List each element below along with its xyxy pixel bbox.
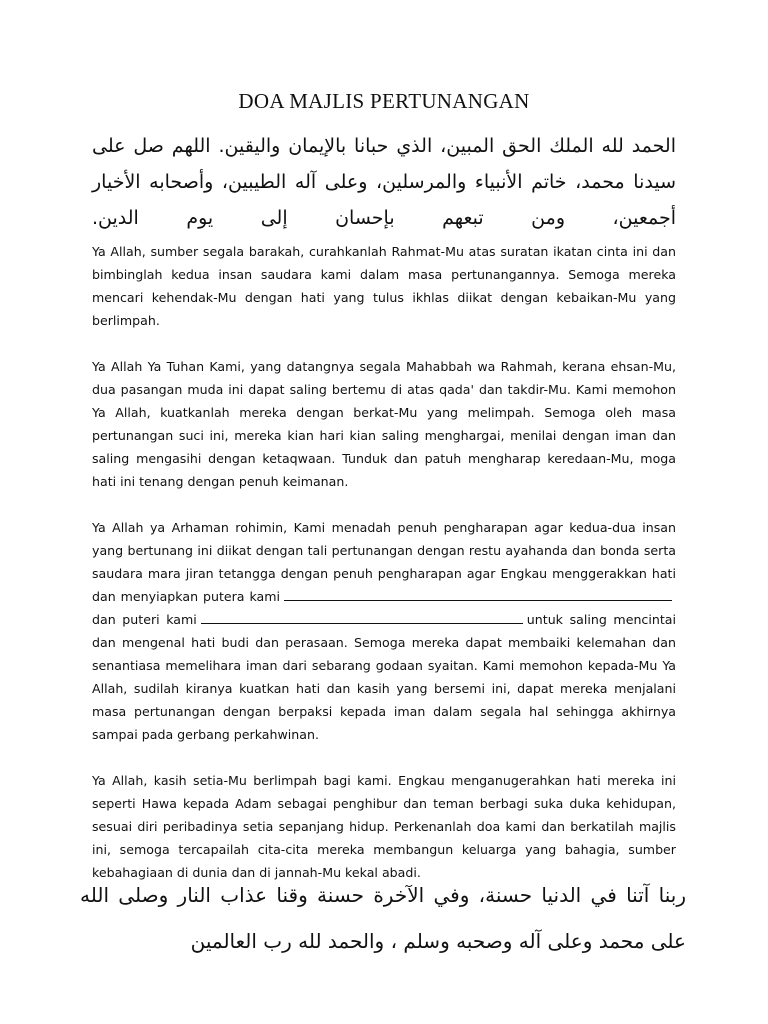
paragraph-4: Ya Allah, kasih setia-Mu berlimpah bagi kami. Engkau menganugerahkan hati mereka ini seperti Hawa kepada Adam sebagai penghibur dan teman berbagi suka duka kehidupan, sesuai diri peribadinya setia sepanjang hidup. Perkenanlah doa kami dan berkatilah majlis ini, semoga tercapailah cita-cita mereka membangun keluarga yang bahagia, sumber kebahagiaan di dunia dan di jannah-Mu kekal abadi.	[92, 773, 676, 880]
paragraph-3-part-1: Ya Allah ya Arhaman rohimin, Kami menadah penuh pengharapan agar kedua-dua insan yang bertunang ini diikat dengan tali pertunangan dengan restu ayahanda dan bonda serta saudara mara jiran tetangga dengan penuh pengharapan agar Engkau menggerakkan hati dan menyiapkan putera kami	[92, 520, 676, 604]
paragraph-3-part-3: untuk saling mencintai dan mengenal hati budi dan perasaan. Semoga mereka dapat membaiki kelemahan dan senantiasa memelihara iman dari sebarang godaan syaitan. Kami memohon kepada-Mu Ya Allah, sudilah kiranya kuatkan hati dan kasih yang bersemi ini, dapat mereka menjalani masa pertunangan dengan berpaksi kepada iman dalam segala hal sehingga akhirnya sampai pada gerbang perkahwinan.	[92, 612, 676, 742]
paragraph-1: Ya Allah, sumber segala barakah, curahkanlah Rahmat-Mu atas suratan ikatan cinta ini dan bimbinglah kedua insan saudara kami dalam masa pertunangannya. Semoga mereka mencari kehendak-Mu dengan hati yang tulus ikhlas diikat dengan kebaikan-Mu yang berlimpah.	[92, 244, 676, 328]
arabic-closing-prayer: ربنا آتنا في الدنيا حسنة، وفي الآخرة حسنة وقنا عذاب النار وصلى الله على محمد وعلى آله وصحبه وسلم ، والحمد لله رب العالمين	[80, 883, 686, 953]
document-title: DOA MAJLIS PERTUNANGAN	[238, 89, 530, 113]
arabic-opening-prayer: الحمد لله الملك الحق المبين، الذي حبانا بالإيمان واليقين. اللهم صل على سيدنا محمد، خاتم الأنبياء والمرسلين، وعلى آله الطيبين، وأصحابه الأخيار أجمعين، ومن تبعهم بإحسان إلى يوم الدين.	[92, 135, 676, 229]
paragraph-2: Ya Allah Ya Tuhan Kami, yang datangnya segala Mahabbah wa Rahmah, kerana ehsan-Mu, dua pasangan muda ini dapat saling bertemu di atas qada' dan takdir-Mu. Kami memohon Ya Allah, kuatkanlah mereka dengan berkat-Mu yang melimpah. Semoga oleh masa pertunangan suci ini, mereka kian hari kian saling menghargai, menilai dengan iman dan saling mengasihi dengan ketaqwaan. Tunduk dan patuh mengharap keredaan-Mu, moga hati ini tenang dengan penuh keimanan.	[92, 359, 676, 489]
putera-name-blank	[284, 599, 672, 601]
paragraph-3	[92, 516, 676, 746]
paragraph-3-part-2: dan puteri kami	[92, 612, 197, 627]
puteri-name-blank	[201, 622, 523, 624]
